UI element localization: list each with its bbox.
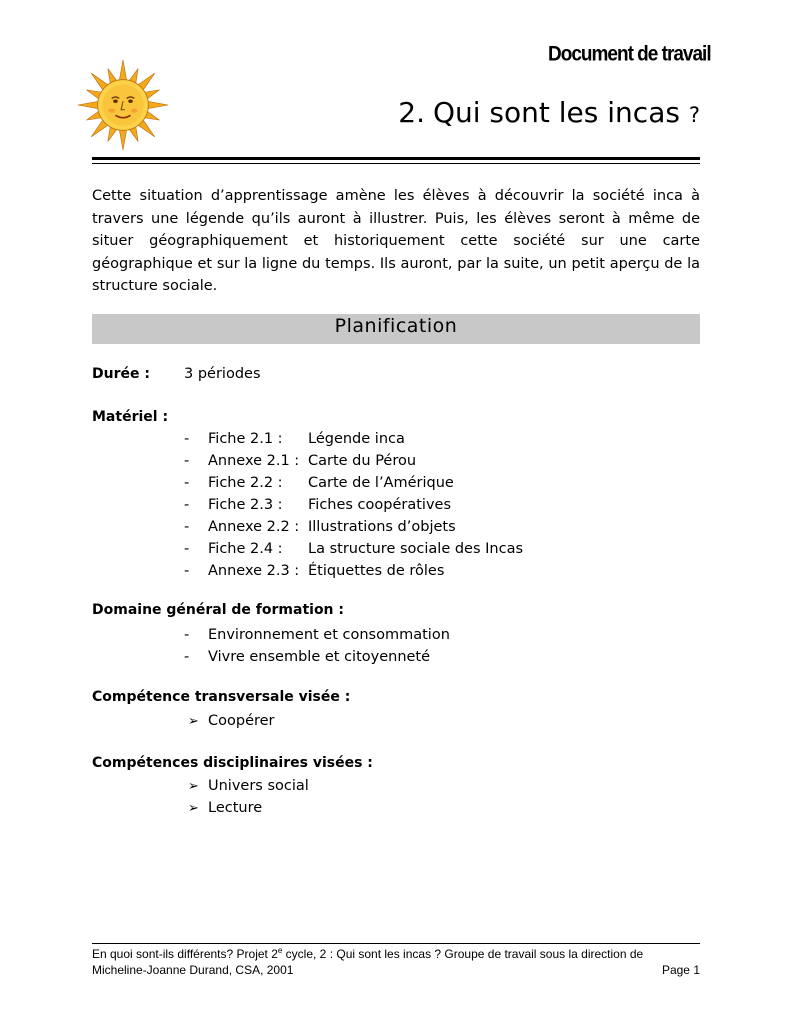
materiel-code: Fiche 2.4 : [208,541,283,557]
sun-ray [119,128,127,150]
transversale-label: Compétence transversale visée : [92,689,351,705]
domaine-label: Domaine général de formation : [92,602,344,618]
materiel-label: Matériel : [92,409,169,425]
materiel-code: Fiche 2.2 : [208,475,283,491]
list-item: - Fiche 2.1 : Légende inca [184,428,523,450]
arrow-bullet-icon: ➢ [188,714,199,729]
page-footer [92,946,700,978]
disciplinaires-list [188,775,309,819]
list-item [188,775,309,797]
title-number: 2. [398,96,425,129]
materiel-code: Annexe 2.1 : [208,453,300,469]
page-number: Page 1 [661,963,700,977]
materiel-code: Fiche 2.3 : [208,497,283,513]
list-item: - Vivre ensemble et citoyenneté [184,649,431,665]
list-item: - Annexe 2.1 : Carte du Pérou [184,450,523,472]
planification-title: Planification [334,315,458,337]
materiel-desc: Fiches coopératives [308,497,452,513]
domaine-item: Vivre ensemble et citoyenneté [208,649,431,665]
transversale-item: Coopérer [208,713,275,729]
list-item: - Fiche 2.4 : La structure sociale des Incas [184,538,523,560]
list-item: - Fiche 2.2 : Carte de l’Amérique [184,472,523,494]
domaine-item: Environnement et consommation [208,627,450,643]
footer-text: cycle, 2 : Qui sont les incas ? Groupe de travail sous la direction de [282,947,644,961]
duree-label: Durée : [92,366,150,382]
materiel-code: Annexe 2.3 : [208,563,300,579]
intro-paragraph: Cette situation d’apprentissage amène les élèves à découvrir la société inca à travers une légende qu’ils auront à illustrer. Puis, les élèves seront à même de situer géographiquement et historiquement cette société sur une carte géographique et sur la ligne du temps. Ils auront, par la suite, un petit aperçu de la structure sociale. [92,188,700,295]
disciplinaire-item: Lecture [208,800,263,816]
duree-value: 3 périodes [184,366,261,382]
materiel-desc: La structure sociale des Incas [308,541,524,557]
materiel-code: Fiche 2.1 : [208,431,283,447]
list-item: - Annexe 2.3 : Étiquettes de rôles [184,560,523,582]
header-rule-thin [92,163,700,164]
footer-rule [92,943,700,944]
sun-ray [119,60,127,82]
header-rule-thick [92,157,700,160]
sun-ray [78,101,100,109]
transversale-list [188,710,275,732]
list-item: - Annexe 2.2 : Illustrations d’objets [184,516,523,538]
footer-author: Micheline-Joanne Durand, CSA, 2001 [92,963,294,977]
footer-line-2 [92,962,700,978]
materiel-list [184,428,523,582]
materiel-code: Annexe 2.2 : [208,519,300,535]
arrow-bullet-icon: ➢ [188,779,199,794]
sun-ray [146,101,168,109]
title-text: Qui sont les incas [432,96,680,129]
disciplinaire-item: Univers social [208,778,309,794]
disciplinaires-label: Compétences disciplinaires visées : [92,755,373,771]
list-item: - Environnement et consommation [184,627,450,643]
footer-line-1 [92,946,700,962]
list-item: - Fiche 2.3 : Fiches coopératives [184,494,523,516]
list-item [188,710,275,732]
footer-text: En quoi sont-ils différents? Projet 2 [92,947,278,961]
sun-icon [76,58,170,152]
title-question-mark: ? [688,103,700,127]
document-label: Document de travail [548,42,711,66]
page-title [350,96,700,129]
materiel-desc: Carte du Pérou [308,453,417,469]
materiel-desc: Étiquettes de rôles [308,563,445,579]
materiel-desc: Légende inca [308,431,405,447]
footer-superscript: e [277,946,283,955]
list-item [188,797,309,819]
arrow-bullet-icon: ➢ [188,801,199,816]
domaine-list [184,624,450,668]
materiel-desc: Carte de l’Amérique [308,475,454,491]
materiel-desc: Illustrations d’objets [308,519,456,535]
